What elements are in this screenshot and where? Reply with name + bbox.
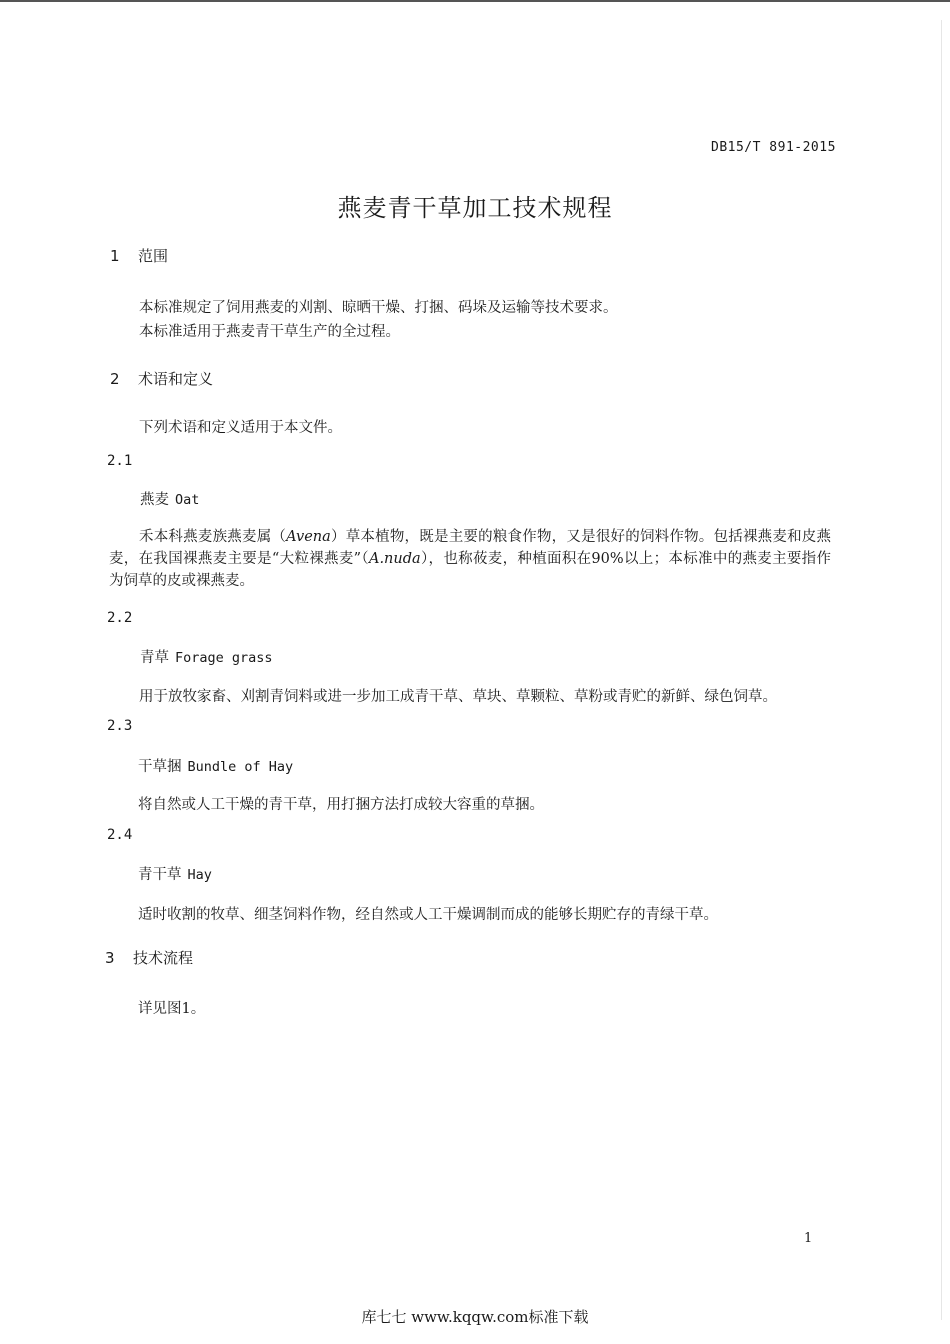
section-number: 3: [105, 949, 115, 967]
scan-top-edge: [0, 0, 950, 2]
section-title: 范围: [138, 247, 169, 265]
section-title: 技术流程: [133, 949, 194, 967]
term-heading: [138, 755, 293, 776]
clause-number: 2.3: [107, 718, 133, 734]
term-cn: 燕麦: [140, 492, 169, 508]
clause-number: 2.1: [107, 453, 133, 469]
section-heading-process: [105, 947, 193, 968]
clause-number: 2.2: [107, 610, 133, 626]
definition-text: 禾本科燕麦族燕麦属（: [139, 529, 287, 545]
document-title: 燕麦青干草加工技术规程: [337, 194, 613, 222]
section-number: 2: [110, 370, 120, 388]
latin-species: A.nuda: [368, 551, 421, 567]
latin-genus: Avena: [286, 529, 331, 545]
paragraph: 详见图1。: [138, 1001, 206, 1017]
term-definition: 将自然或人工干燥的青干草，用打捆方法打成较大容重的草捆。: [138, 797, 544, 813]
term-definition: 用于放牧家畜、刈割青饲料或进一步加工成青干草、草块、草颗粒、草粉或青贮的新鲜、绿色饲草。: [139, 689, 777, 705]
section-number: 1: [110, 247, 120, 265]
standard-code: DB15/T 891-2015: [711, 140, 836, 155]
term-definition: [109, 526, 831, 592]
paragraph: 下列术语和定义适用于本文件。: [139, 420, 342, 436]
term-heading: [140, 488, 199, 509]
term-cn: 青草: [140, 650, 169, 666]
definition-text: ）草本植物，既是主要的粮食作物，又是很好的饲料作物。包括裸燕麦和皮燕麦，在我国裸燕麦主要是“大粒裸燕麦”（: [109, 529, 832, 567]
term-en: Forage grass: [175, 650, 273, 666]
term-en: Bundle of Hay: [187, 759, 294, 775]
clause-number: 2.4: [107, 827, 133, 843]
term-en: Hay: [187, 867, 212, 883]
definition-text: ），也称莜麦，种植面积在90%以上；本标准中的燕麦主要指作为饲草的皮或裸燕麦。: [109, 551, 831, 589]
term-heading: [140, 646, 273, 667]
footer-watermark: 库七七 www.kqqw.com标准下载: [361, 1308, 589, 1326]
section-heading-terms: [110, 368, 213, 389]
paragraph: 本标准规定了饲用燕麦的刈割、晾晒干燥、打捆、码垛及运输等技术要求。: [139, 300, 618, 316]
term-definition: 适时收割的牧草、细茎饲料作物，经自然或人工干燥调制而成的能够长期贮存的青绿干草。: [138, 907, 718, 923]
section-heading-scope: [110, 245, 168, 266]
term-en: Oat: [175, 492, 200, 508]
term-cn: 干草捆: [138, 759, 182, 775]
paragraph: 本标准适用于燕麦青干草生产的全过程。: [139, 324, 400, 340]
term-heading: [138, 863, 212, 884]
page-number: 1: [804, 1231, 813, 1246]
term-cn: 青干草: [138, 867, 182, 883]
section-title: 术语和定义: [138, 370, 214, 388]
